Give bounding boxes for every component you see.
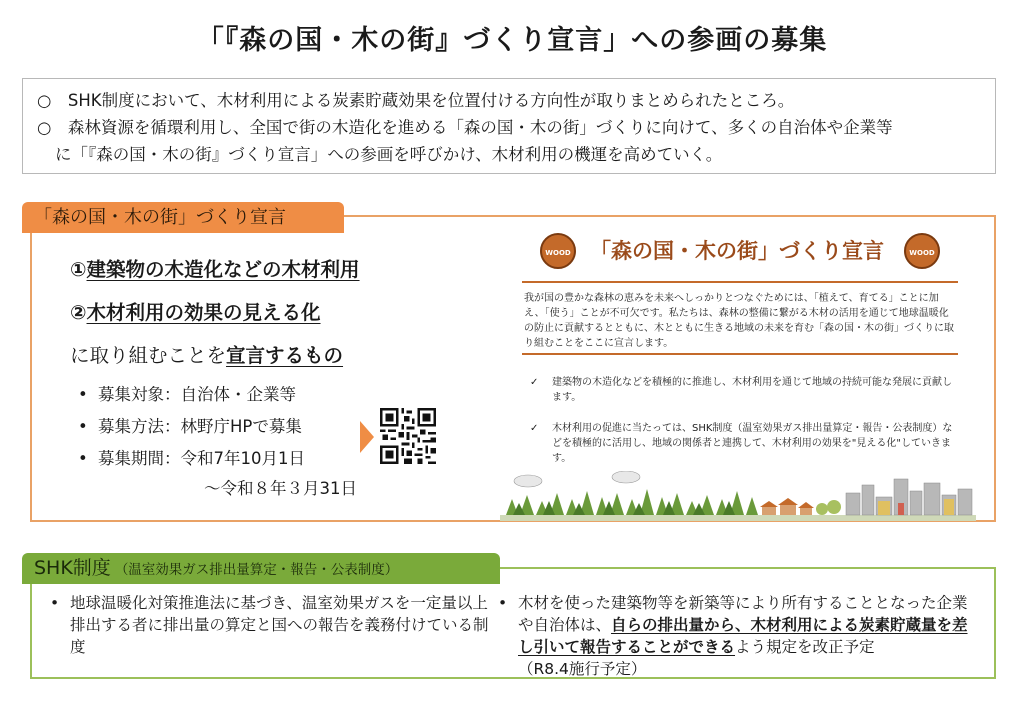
recruit-target: • 募集対象：自治体・企業等: [78, 380, 357, 410]
item-1-text: 建築物の木造化などの木材利用: [86, 258, 360, 281]
check-icon: ✓: [530, 423, 539, 434]
declaration-body: 我が国の豊かな森林の恵みを未来へしっかりとつなぐためには、「植えて、育てる」ことに加え、「使う」ことが不可欠です。私たちは、森林の整備に繋がる木材の活用を通じて地球温暖化の防止に貢献するとともに、木とともに生きる地域の未来を育む「森の国・木の街」づくりに取り組むことをここに宣言します。: [524, 293, 954, 349]
declaration-item-2: [70, 297, 321, 325]
declaration-card: [500, 225, 976, 520]
divider: [522, 281, 958, 283]
recruit-method: • 募集方法：林野庁HPで募集: [78, 412, 357, 442]
divider: [522, 353, 958, 355]
arrow-right-icon: [360, 421, 374, 453]
shk-amendment-bold: 自らの排出量から、木材利用による炭素貯蔵量を差し引いて報告することができる: [518, 616, 968, 656]
item-3-bold: 宣言するもの: [226, 344, 344, 367]
item-2-text: 木材利用の効果の見える化: [86, 301, 321, 324]
item-3-prefix: に取り組むことを: [70, 344, 227, 367]
shk-amendment-pre: 木材を使った建築物等を新築等により所有することとなった企業や自治体は、: [518, 594, 968, 634]
recruitment-details: [78, 380, 357, 504]
shk-tab-subtitle: （温室効果ガス排出量算定・報告・公表制度）: [114, 562, 399, 578]
declaration-check-1: [530, 375, 954, 405]
declaration-card-title: 「森の国・木の街」づくり宣言: [590, 239, 884, 263]
recruit-period: • 募集期間：令和7年10月1日: [78, 444, 357, 474]
check-2-text: 木材利用の促進に当たっては、SHK制度（温室効果ガス排出量算定・報告・公表制度）などを積極的に活用し、地域の関係者と連携して、木材利用の効果を"見える化"していきます。: [552, 423, 953, 464]
check-icon: ✓: [530, 377, 539, 388]
recruit-period-end: ～令和８年３月31日: [204, 479, 357, 498]
shk-section-tab: [22, 553, 500, 584]
shk-amendment-note: （R8.4施行予定）: [518, 660, 647, 678]
wood-change-logo-right: WOOD CHANGE: [904, 233, 940, 269]
summary-line-3: に「『森の国・木の街』づくり宣言」への参画を呼びかけ、木材利用の機運を高めていく。: [55, 145, 723, 164]
summary-box: [22, 78, 996, 174]
wood-change-logo-left: WOOD CHANGE: [540, 233, 576, 269]
shk-amendment-post: よう規定を改正予定: [735, 638, 875, 656]
summary-line-1: ○ SHK制度において、木材利用による炭素貯蔵効果を位置付ける方向性が取りまとめられたところ。: [37, 91, 795, 110]
page-title: 「『森の国・木の街』づくり宣言」への参画の募集: [196, 25, 828, 56]
shk-tab-title: SHK制度: [34, 557, 111, 579]
summary-line-2: ○ 森林資源を循環利用し、全国で街の木造化を進める「森の国・木の街」づくりに向けて、多くの自治体や企業等: [37, 118, 893, 137]
item-2-number: ②: [70, 301, 87, 324]
declaration-item-3: [70, 340, 343, 368]
shk-description: • 地球温暖化対策推進法に基づき、温室効果ガスを一定量以上排出する者に排出量の算定と国への報告を義務付けている制度: [50, 592, 490, 658]
item-1-number: ①: [70, 258, 87, 281]
qr-code-icon[interactable]: [380, 408, 436, 464]
check-1-text: 建築物の木造化などを積極的に推進し、木材利用を通じて地域の持続可能な発展に貢献します。: [552, 377, 952, 403]
declaration-check-2: [530, 421, 954, 466]
shk-amendment: [498, 592, 982, 680]
forest-section-tab: 「森の国・木の街」づくり宣言: [22, 202, 344, 233]
declaration-item-1: [70, 254, 360, 282]
town-forest-illustration: [500, 471, 976, 521]
